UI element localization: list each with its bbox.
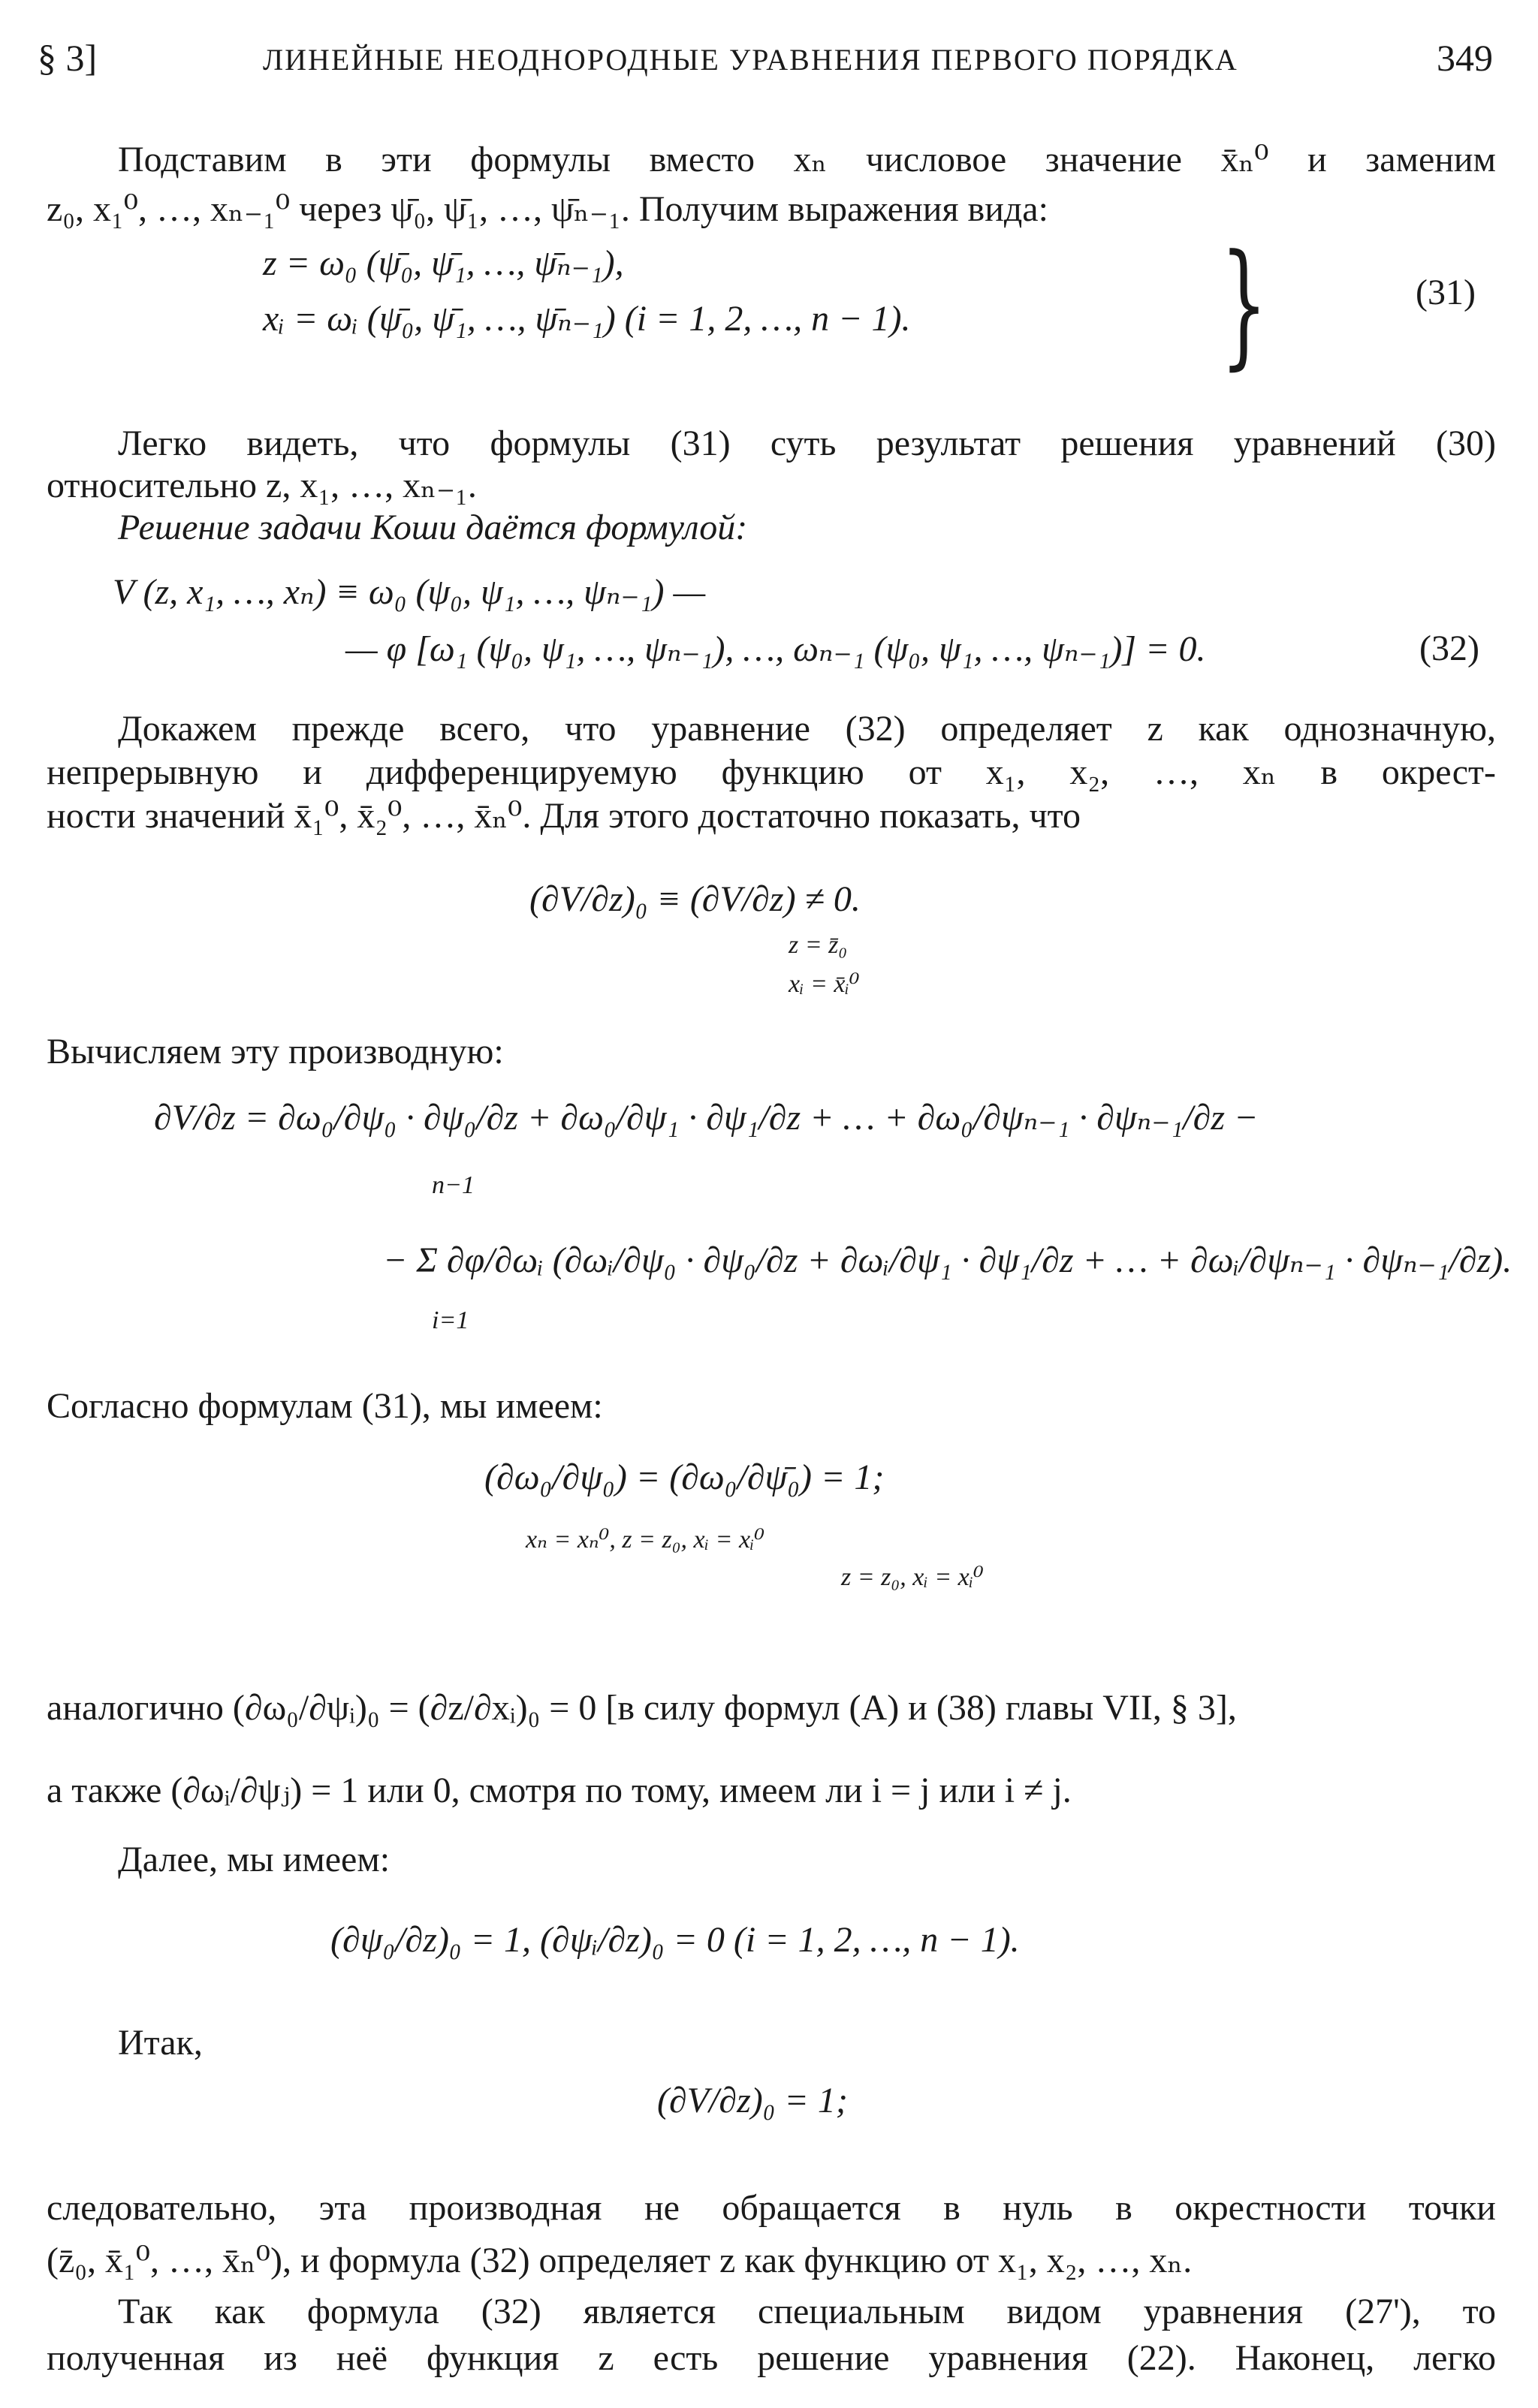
equation-omega-condition-left: xₙ = xₙ⁰, z = z₀, xᵢ = xᵢ⁰ [526, 1526, 765, 1554]
equation-condition-x: xᵢ = x̄ᵢ⁰ [789, 970, 860, 998]
equation-dv-dz-line2: − Σ ∂φ/∂ωᵢ (∂ωᵢ/∂ψ₀ · ∂ψ₀/∂z + ∂ωᵢ/∂ψ₁ · ∂ψ₁/∂z + … + ∂ωᵢ/∂ψₙ₋₁ · ∂ψₙ₋₁/∂z). [383, 1240, 1512, 1280]
paragraph-analogous-line1: аналогично (∂ω₀/∂ψᵢ)₀ = (∂z/∂xᵢ)₀ = 0 [в силу формул (А) и (38) главы VII, § 3], [47, 1688, 1237, 1728]
equation-psi-derivatives: (∂ψ₀/∂z)₀ = 1, (∂ψᵢ/∂z)₀ = 0 (i = 1, 2, …, n − 1). [330, 1920, 1020, 1960]
paragraph-therefore-line1: следовательно, эта производная не обращается в нуль в окрестности точки [47, 2188, 1496, 2228]
equation-number-32: (32) [1419, 628, 1479, 668]
brace-right: } [1220, 226, 1268, 383]
equation-number-31: (31) [1416, 273, 1476, 312]
paragraph-compute: Вычисляем эту производную: [47, 1032, 504, 1071]
paragraph-cauchy-solution: Решение задачи Коши даётся формулой: [118, 508, 748, 547]
equation-omega-condition-right: z = z₀, xᵢ = xᵢ⁰ [841, 1563, 984, 1591]
paragraph-easy-line2: относительно z, x₁, …, xₙ₋₁. [47, 466, 477, 505]
paragraph-prove-line2: непрерывную и дифференцируемую функцию от x₁, x₂, …, xₙ в окрест- [47, 752, 1496, 792]
equation-condition-z: z = z̄₀ [789, 931, 848, 959]
paragraph-since-line1: Так как формула (32) является специальным видом уравнения (27'), то [118, 2292, 1496, 2331]
paragraph-thus: Итак, [118, 2023, 203, 2063]
paragraph-analogous-line2: а также (∂ωᵢ/∂ψⱼ) = 1 или 0, смотря по тому, имеем ли i = j или i ≠ j. [47, 1771, 1072, 1810]
paragraph-therefore-line2: (z̄₀, x̄₁⁰, …, x̄ₙ⁰), и формула (32) определяет z как функцию от x₁, x₂, …, xₙ. [47, 2241, 1193, 2280]
equation-32-line1: V (z, x₁, …, xₙ) ≡ ω₀ (ψ₀, ψ₁, …, ψₙ₋₁) — [113, 572, 706, 612]
paragraph-easy-line1: Легко видеть, что формулы (31) суть результат решения уравнений (30) [118, 423, 1496, 463]
equation-31-z: z = ω₀ (ψ̄₀, ψ̄₁, …, ψ̄ₙ₋₁), [263, 243, 624, 283]
paragraph-substitute-line1: Подставим в эти формулы вместо xₙ числовое значение x̄ₙ⁰ и заменим [118, 140, 1496, 179]
paragraph-further: Далее, мы имеем: [118, 1840, 391, 1879]
page-number: 349 [1437, 37, 1493, 79]
paragraph-prove-line3: ности значений x̄₁⁰, x̄₂⁰, …, x̄ₙ⁰. Для этого достаточно показать, что [47, 796, 1081, 836]
section-mark: § 3] [38, 37, 98, 79]
sum-upper-limit: n−1 [432, 1171, 475, 1199]
paragraph-since-line2: полученная из неё функция z есть решение уравнения (22). Наконец, легко [47, 2338, 1496, 2378]
equation-dv-dz-line1: ∂V/∂z = ∂ω₀/∂ψ₀ · ∂ψ₀/∂z + ∂ω₀/∂ψ₁ · ∂ψ₁/∂z + … + ∂ω₀/∂ψₙ₋₁ · ∂ψₙ₋₁/∂z − [154, 1098, 1259, 1138]
sum-lower-limit: i=1 [432, 1306, 469, 1334]
equation-dv-dz-one: (∂V/∂z)₀ = 1; [657, 2081, 848, 2120]
running-header [38, 36, 1493, 89]
paragraph-prove-line1: Докажем прежде всего, что уравнение (32) определяет z как однозначную, [118, 709, 1496, 749]
equation-derivative-nonzero: (∂V/∂z)₀ ≡ (∂V/∂z) ≠ 0. [529, 879, 861, 919]
chapter-title: ЛИНЕЙНЫЕ НЕОДНОРОДНЫЕ УРАВНЕНИЯ ПЕРВОГО ПОРЯДКА [263, 43, 1238, 77]
paragraph-according: Согласно формулам (31), мы имеем: [47, 1386, 603, 1426]
paragraph-substitute-line2: z₀, x₁⁰, …, xₙ₋₁⁰ через ψ̄₀, ψ̄₁, …, ψ̄ₙ₋₁. Получим выражения вида: [47, 189, 1048, 229]
equation-omega-derivative: (∂ω₀/∂ψ₀) = (∂ω₀/∂ψ̄₀) = 1; [484, 1457, 885, 1497]
equation-32-line2: — φ [ω₁ (ψ₀, ψ₁, …, ψₙ₋₁), …, ωₙ₋₁ (ψ₀, ψ₁, …, ψₙ₋₁)] = 0. [345, 629, 1206, 669]
equation-31-x: xᵢ = ωᵢ (ψ̄₀, ψ̄₁, …, ψ̄ₙ₋₁) (i = 1, 2, …, n − 1). [263, 299, 911, 339]
